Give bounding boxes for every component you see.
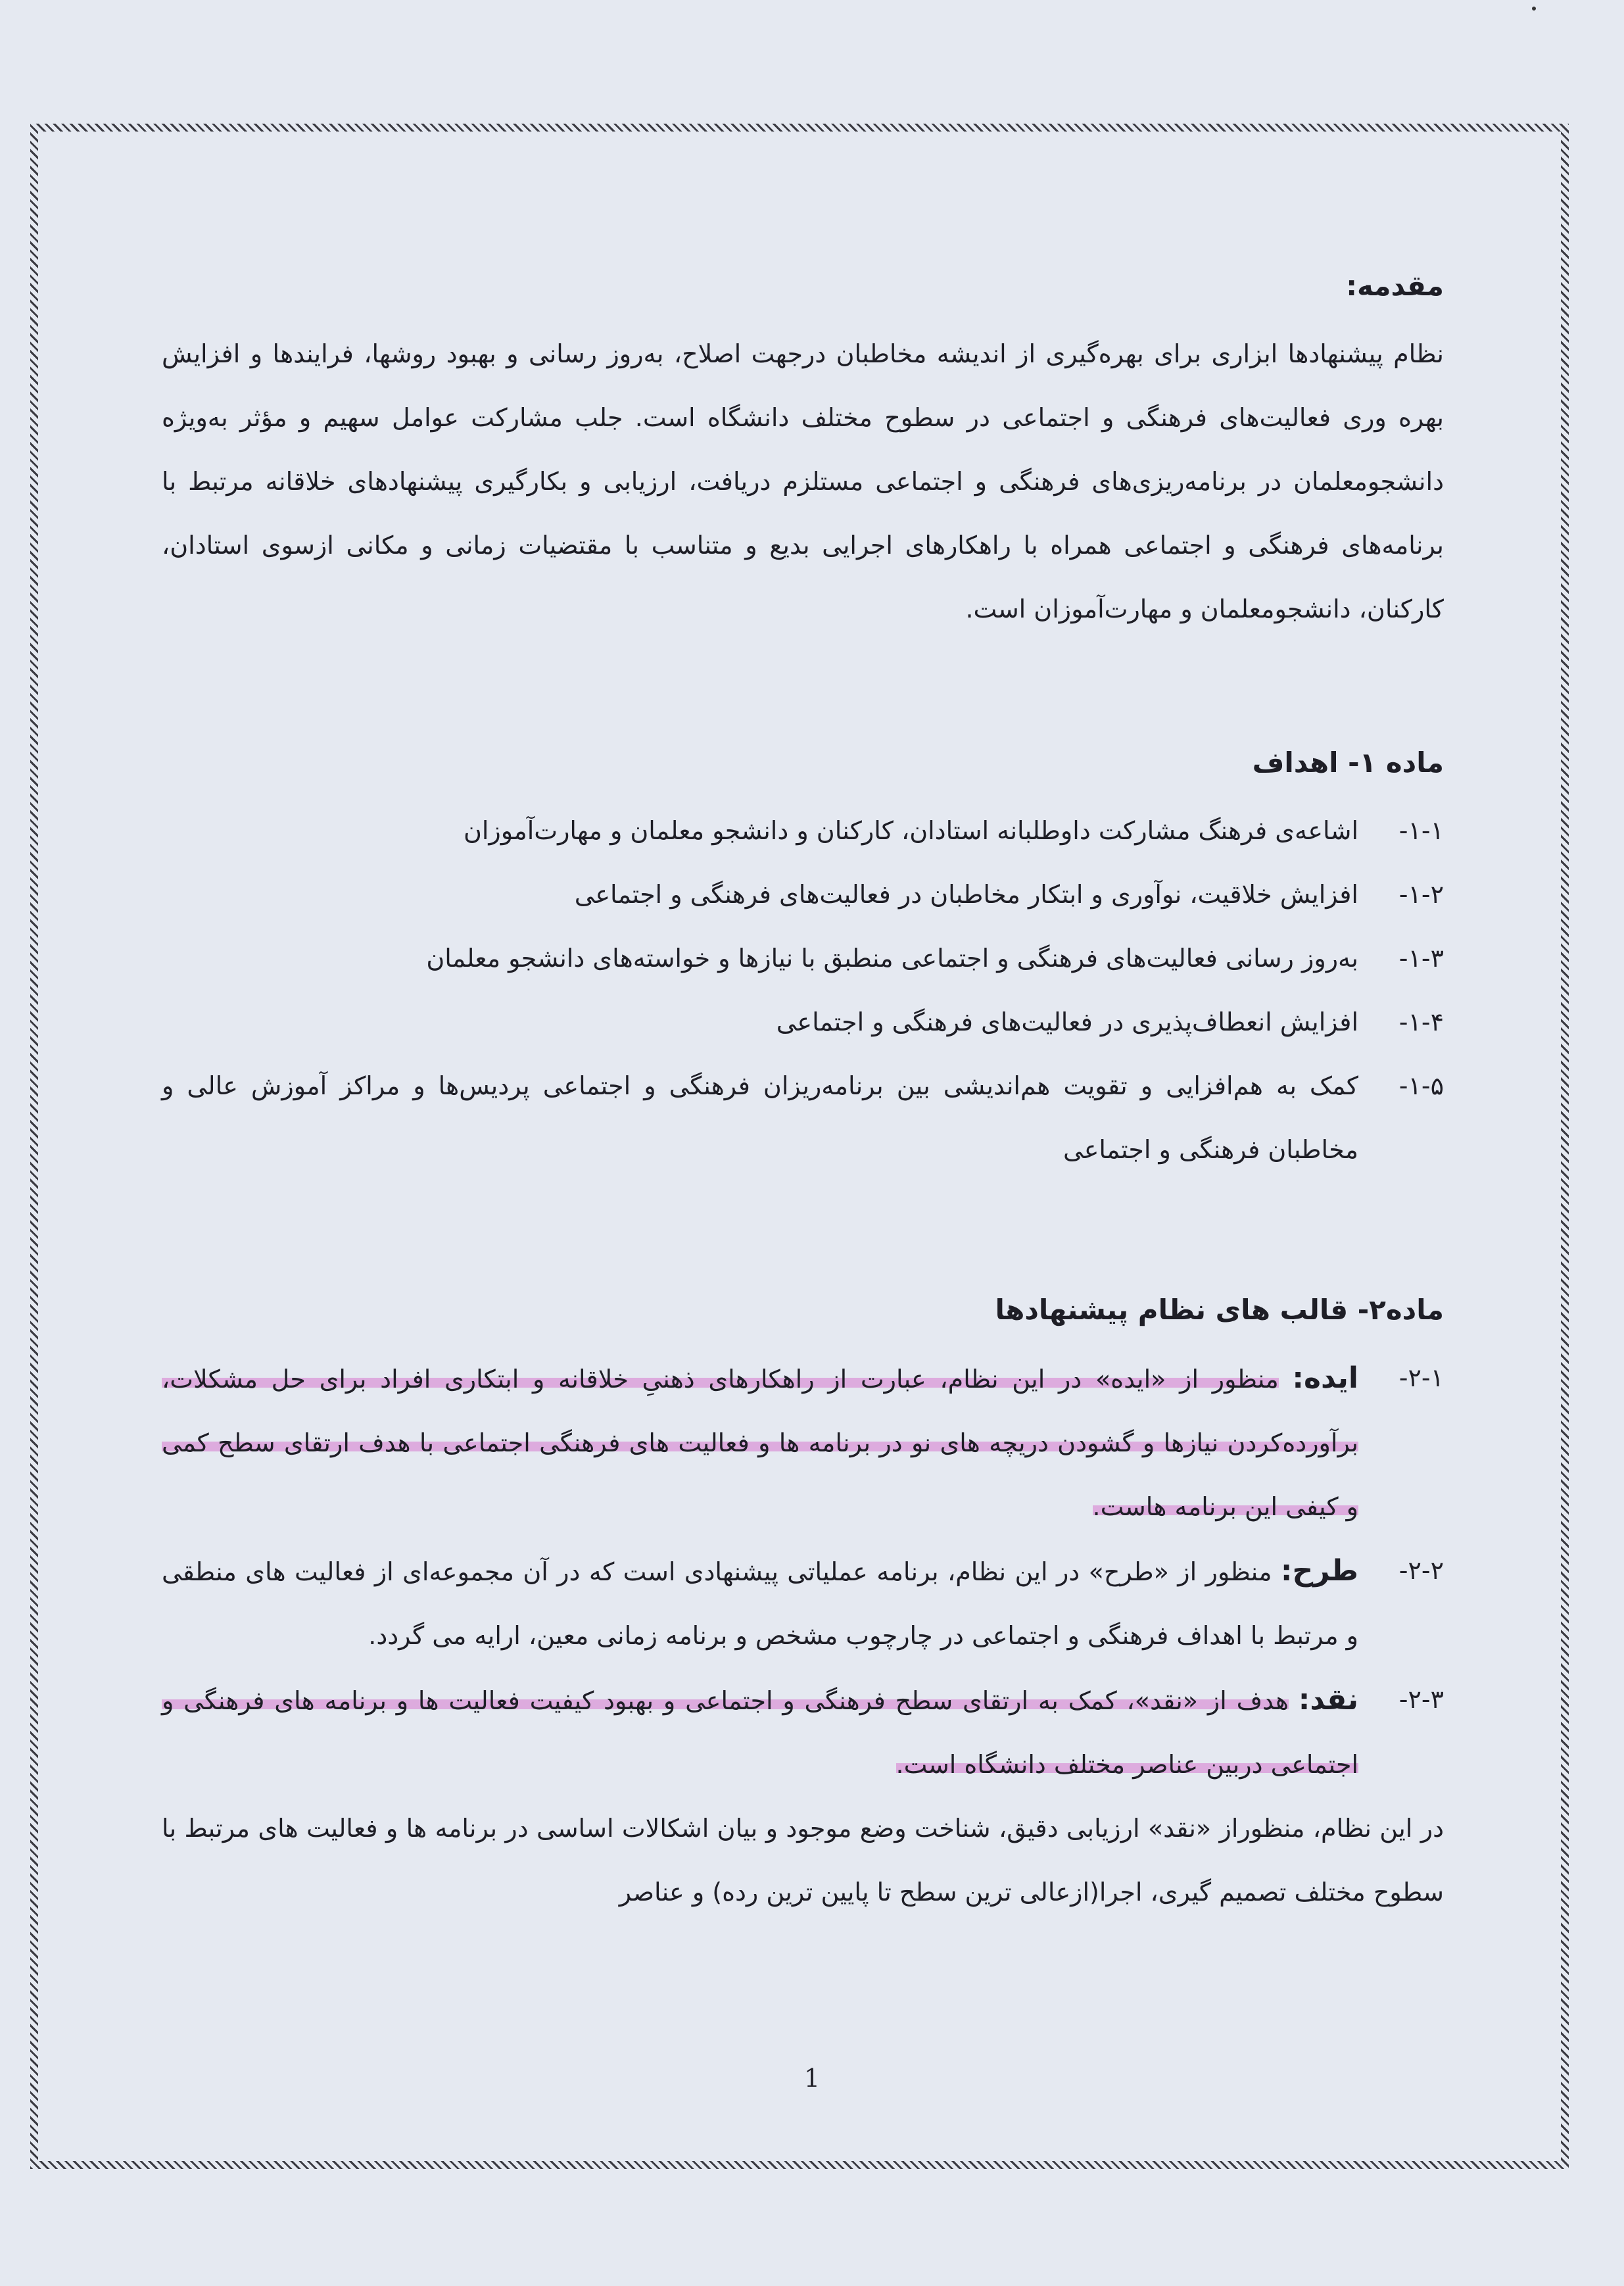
item-term: طرح: xyxy=(1280,1554,1358,1588)
item-term: ایده: xyxy=(1292,1361,1358,1395)
article2-continuation: در این نظام، منظوراز «نقد» ارزیابی دقیق، شناخت وضع موجود و بیان اشکالات اساسی در برنامه ها و فعالیت های مرتبط با سطوح مختلف تصمیم گیری، اجرا(ازعالی ترین سطح تا پایین ترین رده) و عناصر xyxy=(162,1814,1444,1907)
item-number: ۲-۳- xyxy=(1398,1685,1444,1714)
item-text: افزایش انعطاف‌پذیری در فعالیت‌های فرهنگی و اجتماعی xyxy=(776,1008,1358,1036)
highlighted-text: منظور از «ایده» در این نظام، عبارت از راهکارهای ذهنیِ خلاقانه و ابتکاری افراد برای حل مشکلات، برآورده‌کردن نیازها و گشودن دریچه های نو در برنامه ها و فعالیت های فرهنگی اجتماعی با هدف ارتقای سطح کمی و کیفی این برنامه هاست. xyxy=(162,1365,1358,1521)
list-item xyxy=(162,1539,1444,1668)
item-text xyxy=(162,1668,1358,1797)
page-number: 1 xyxy=(803,2064,821,2093)
document-body xyxy=(162,250,1444,1924)
list-item xyxy=(162,1668,1444,1797)
highlighted-text: هدف از «نقد»، کمک به ارتقای سطح فرهنگی و اجتماعی و بهبود کیفیت فعالیت ها و برنامه های فرهنگی و اجتماعی دربین عناصر مختلف دانشگاه است. xyxy=(162,1686,1358,1779)
intro-paragraph: نظام پیشنهادها ابزاری برای بهره‌گیری از اندیشه مخاطبان درجهت اصلاح، به‌روز رسانی و بهبود روشها، فرایندها و افزایش بهره وری فعالیت‌های فرهنگی و اجتماعی در سطوح مختلف دانشگاه است. جلب مشارکت عوامل سهیم و مؤثر به‌ویژه دانشجومعلمان در برنامه‌ریزی‌های فرهنگی و اجتماعی مستلزم دریافت، ارزیابی و بکارگیری پیشنهادهای خلاقانه مرتبط با برنامه‌های فرهنگی و اجتماعی همراه با راهکارهای اجرایی بدیع و متناسب با مقتضیات زمانی و مکانی ازسوی استادان، کارکنان، دانشجومعلمان و مهارت‌آموزان است. xyxy=(162,339,1444,623)
item-number: ۲-۱- xyxy=(1398,1363,1444,1392)
item-body: منظور از «طرح» در این نظام، برنامه عملیاتی پیشنهادی است که در آن مجموعه‌ای از فعالیت های منطقی و مرتبط با اهداف فرهنگی و اجتماعی در چارچوب مشخص و برنامه زمانی معین، ارایه می گردد. xyxy=(162,1557,1358,1650)
list-item xyxy=(162,990,1444,1054)
item-text: اشاعه‌ی فرهنگ مشارکت داوطلبانه استادان، کارکنان و دانشجو معلمان و مهارت‌آموزان xyxy=(463,816,1358,845)
item-number: ۱-۳- xyxy=(1398,944,1444,973)
item-number: ۱-۵- xyxy=(1398,1071,1444,1100)
item-text: افزایش خلاقیت، نوآوری و ابتکار مخاطبان در فعالیت‌های فرهنگی و اجتماعی xyxy=(574,880,1358,909)
item-text: به‌روز رسانی فعالیت‌های فرهنگی و اجتماعی منطبق با نیازها و خواسته‌های دانشجو معلمان xyxy=(426,944,1358,973)
item-number: ۱-۲- xyxy=(1398,880,1444,909)
speck-mark xyxy=(1532,7,1536,11)
intro-heading: مقدمه: xyxy=(1346,270,1444,302)
item-text xyxy=(162,1346,1358,1539)
list-item xyxy=(162,1346,1444,1539)
item-text: کمک به هم‌افزایی و تقویت هم‌اندیشی بین برنامه‌ریزان فرهنگی و اجتماعی پردیس‌ها و مراکز آموزش عالی و مخاطبان فرهنگی و اجتماعی xyxy=(162,1071,1358,1164)
item-number: ۱-۴- xyxy=(1398,1008,1444,1036)
item-number: ۱-۱- xyxy=(1398,816,1444,845)
item-text xyxy=(162,1539,1358,1668)
item-term: نقد: xyxy=(1298,1683,1358,1716)
list-item xyxy=(162,1054,1444,1182)
list-item xyxy=(162,863,1444,927)
article1-heading: ماده ۱- اهداف xyxy=(1252,746,1444,779)
article2-heading: ماده۲- قالب های نظام پیشنهادها xyxy=(995,1294,1444,1326)
list-item xyxy=(162,927,1444,990)
item-number: ۲-۲- xyxy=(1398,1556,1444,1585)
list-item xyxy=(162,799,1444,863)
